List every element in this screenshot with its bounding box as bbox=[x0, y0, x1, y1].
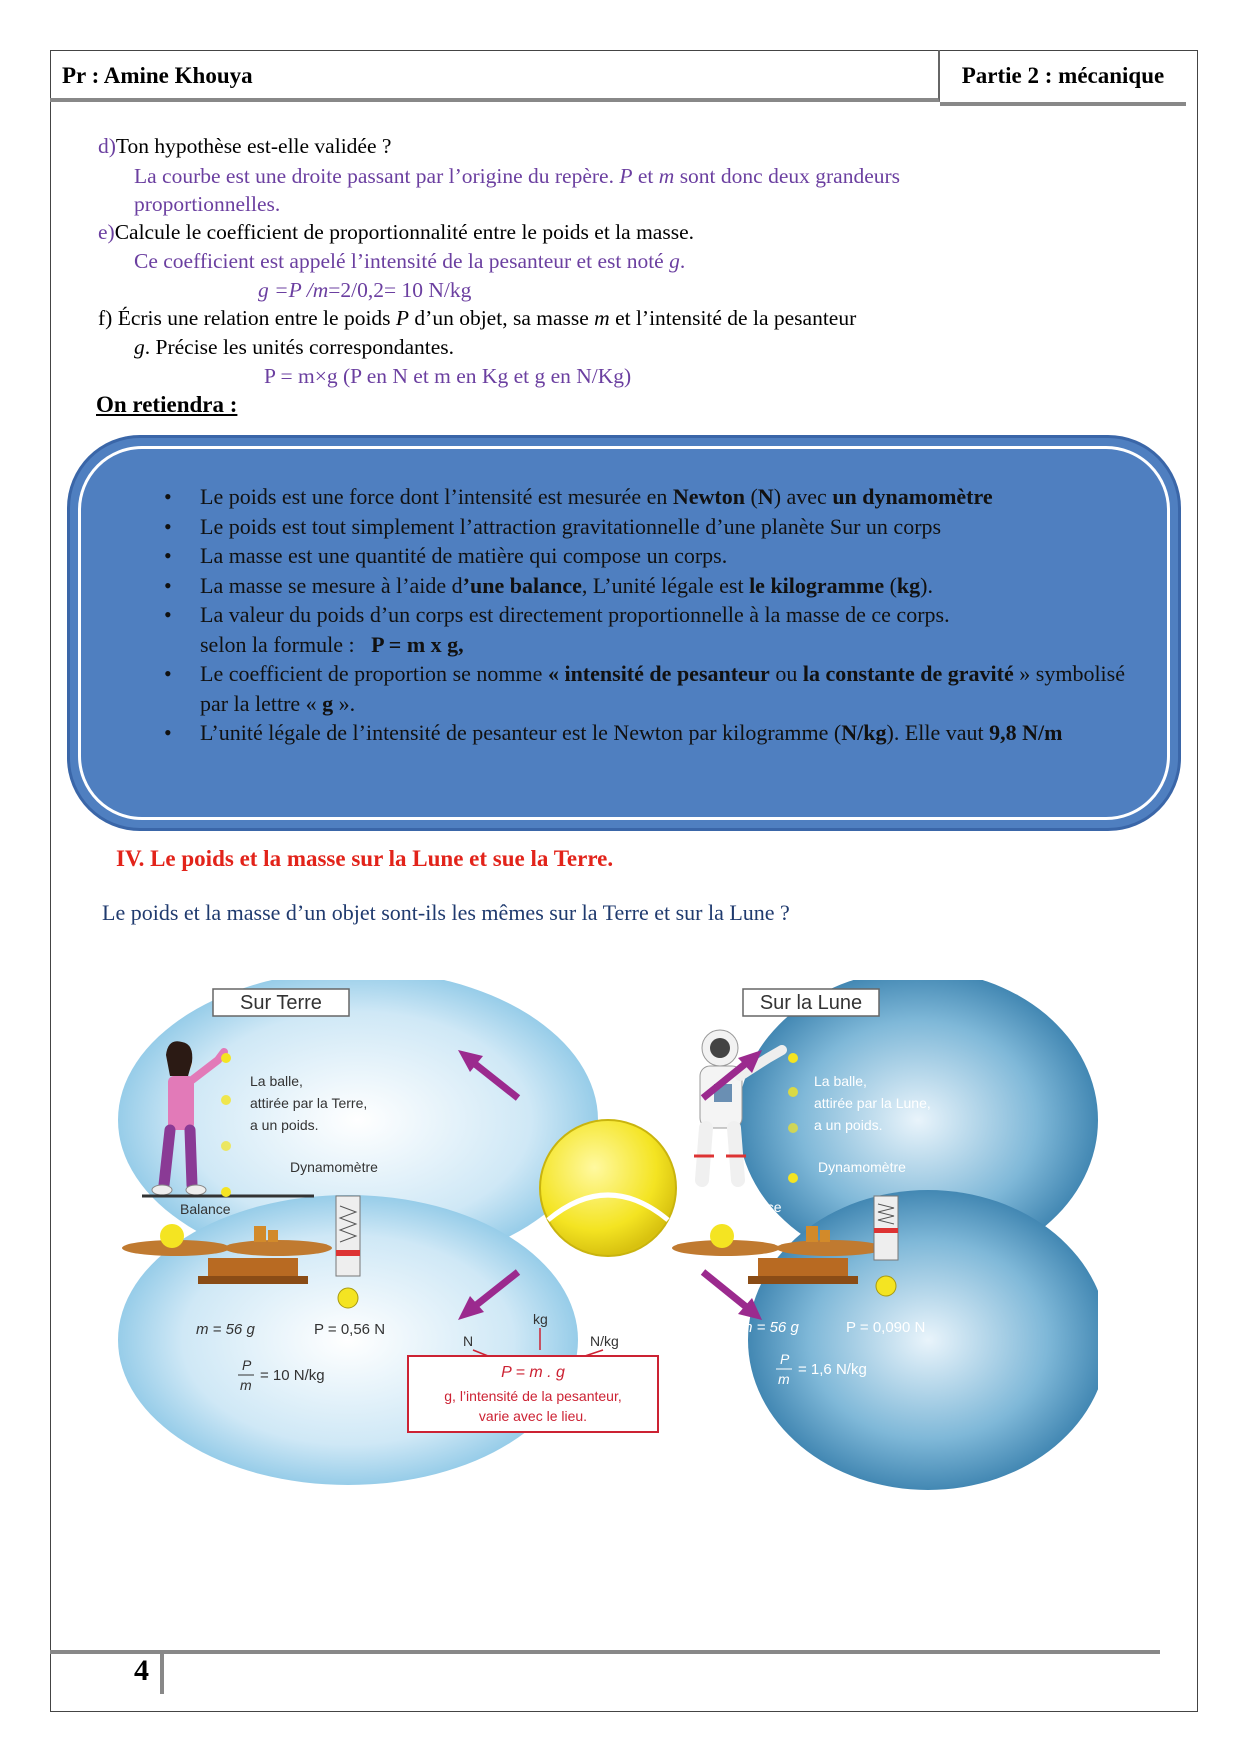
question-e-label: e) bbox=[98, 220, 115, 244]
answer-e-line1: Ce coefficient est appelé l’intensité de la pesanteur et est noté g. bbox=[134, 249, 686, 273]
question-f-line1: f) Écris une relation entre le poids P d’un objet, sa masse m et l’intensité de la pesanteur bbox=[98, 306, 857, 330]
formula-unit-nkg: N/kg bbox=[590, 1333, 619, 1349]
header-part: Partie 2 : mécanique bbox=[940, 50, 1186, 106]
moon-bottom-bubble bbox=[748, 1190, 1098, 1490]
moon-ball-text-1: La balle, bbox=[814, 1073, 867, 1089]
section-4-title: IV. Le poids et la masse sur la Lune et sue la Terre. bbox=[116, 846, 614, 871]
summary-item: • La masse est une quantité de matière qui compose un corps. bbox=[160, 541, 1125, 571]
formula-text: P = m . g bbox=[501, 1364, 565, 1381]
summary-list bbox=[160, 482, 1125, 748]
earth-ratio-num: P bbox=[242, 1357, 252, 1373]
earth-ball-text-2: attirée par la Terre, bbox=[250, 1095, 368, 1111]
question-f-line2: g. Précise les unités correspondantes. bbox=[134, 335, 455, 359]
moon-title: Sur la Lune bbox=[759, 992, 863, 1014]
summary-item: • Le coefficient de proportion se nomme « intensité de pesanteur ou la constante de gravité » symbolisé par la lettre « g ». bbox=[160, 659, 1125, 718]
earth-balance-label: Balance bbox=[180, 1201, 231, 1217]
summary-item: • La valeur du poids d’un corps est directement proportionnelle à la masse de ce corps. selon la formule : P = m x g, bbox=[160, 600, 1125, 659]
question-d bbox=[98, 132, 391, 160]
moon-ball-text-3: a un poids. bbox=[814, 1117, 883, 1133]
answer-f: P = m×g (P en N et m en Kg et g en N/Kg) bbox=[264, 364, 632, 388]
question-d-label: d) bbox=[98, 134, 116, 158]
earth-moon-figure bbox=[118, 980, 1098, 1580]
summary-item: • La masse se mesure à l’aide d’une balance, L’unité légale est le kilogramme (kg). bbox=[160, 571, 1125, 601]
question-d-text: Ton hypothèse est-elle validée ? bbox=[115, 134, 392, 158]
moon-ratio-den: m bbox=[778, 1371, 790, 1387]
moon-dynamometer-illustration bbox=[874, 1196, 898, 1296]
formula-note-2: varie avec le lieu. bbox=[478, 1408, 588, 1424]
summary-item: • Le poids est tout simplement l’attraction gravitationnelle d’une planète Sur un corps bbox=[160, 512, 1125, 542]
formula-unit-kg: kg bbox=[533, 1311, 548, 1327]
earth-ratio-den: m bbox=[240, 1377, 252, 1393]
earth-mass: m = 56 g bbox=[196, 1321, 255, 1338]
earth-ratio-value: = 10 N/kg bbox=[260, 1367, 325, 1384]
summary-item: • L’unité légale de l’intensité de pesanteur est le Newton par kilogramme (N/kg). Elle vaut 9,8 N/m bbox=[160, 718, 1125, 748]
page-number: 4 bbox=[134, 1654, 149, 1687]
retenir-heading: On retiendra : bbox=[96, 392, 238, 417]
earth-title: Sur Terre bbox=[240, 992, 322, 1014]
moon-mass: m = 56 g bbox=[740, 1319, 799, 1336]
earth-ball-text-3: a un poids. bbox=[250, 1117, 319, 1133]
earth-weight: P = 0,56 N bbox=[314, 1321, 386, 1338]
summary-item: • Le poids est une force dont l’intensité est mesurée en Newton (N) avec un dynamomètre bbox=[160, 482, 1125, 512]
moon-balance-label: Balance bbox=[731, 1199, 782, 1215]
question-e bbox=[98, 218, 694, 246]
answer-d-line1: La courbe est une droite passant par l’origine du repère. P et m sont donc deux grandeurs bbox=[134, 164, 901, 188]
formula-note-1: g, l’intensité de la pesanteur, bbox=[444, 1388, 622, 1404]
moon-ratio-num: P bbox=[780, 1351, 790, 1367]
moon-dynamometre-label: Dynamomètre bbox=[818, 1159, 906, 1175]
earth-dynamometre-label: Dynamomètre bbox=[290, 1159, 378, 1175]
moon-weight: P = 0,090 N bbox=[846, 1319, 926, 1336]
header-author: Pr : Amine Khouya bbox=[50, 50, 940, 102]
page-number-separator bbox=[160, 1654, 164, 1694]
moon-ball-text-2: attirée par la Lune, bbox=[814, 1095, 931, 1111]
answer-d-line2: proportionnelles. bbox=[134, 192, 281, 216]
tennis-ball bbox=[540, 1120, 676, 1256]
question-e-text: Calcule le coefficient de proportionnalité entre le poids et la masse. bbox=[114, 220, 694, 244]
section-4-question: Le poids et la masse d’un objet sont-ils les mêmes sur la Terre et sur la Lune ? bbox=[102, 900, 790, 925]
answer-e-line2: g =P /m=2/0,2= 10 N/kg bbox=[258, 278, 472, 302]
moon-ratio-value: = 1,6 N/kg bbox=[798, 1361, 867, 1378]
formula-unit-n: N bbox=[463, 1333, 474, 1349]
earth-ball-text-1: La balle, bbox=[250, 1073, 303, 1089]
footer-rule bbox=[50, 1650, 1160, 1654]
